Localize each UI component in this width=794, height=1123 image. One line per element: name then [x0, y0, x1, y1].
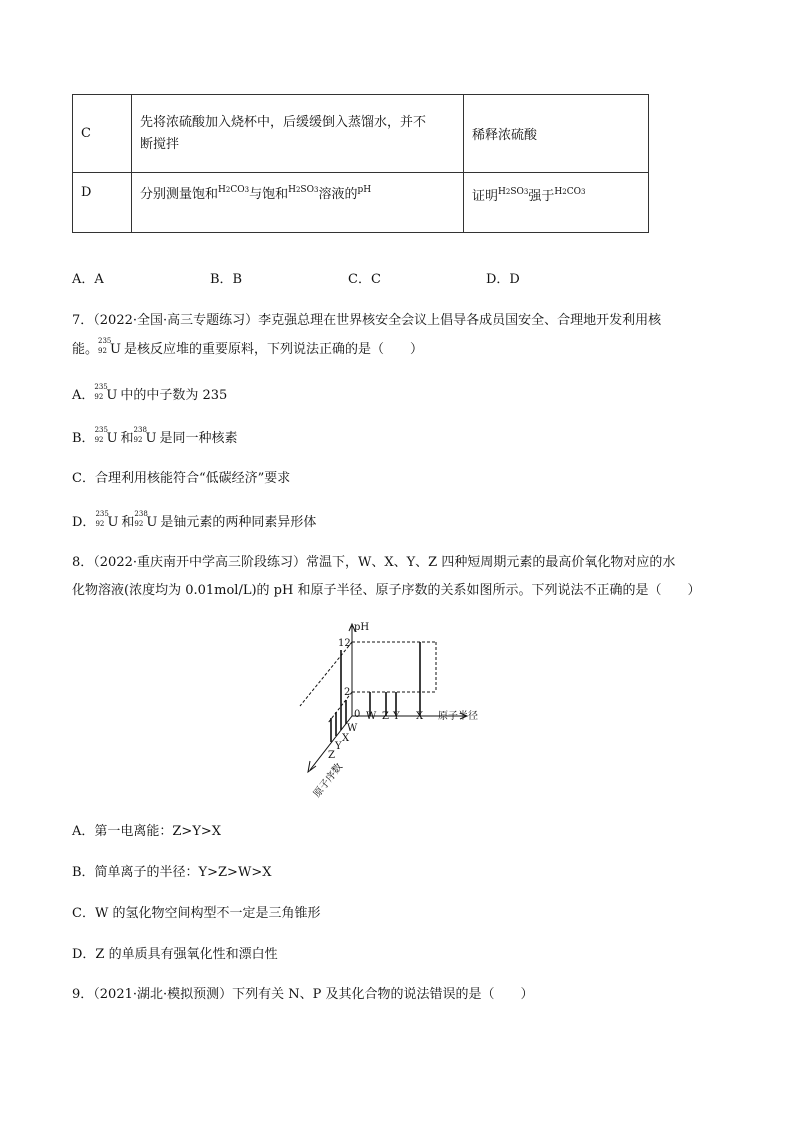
nuclide-u235 [95, 512, 107, 528]
ph-symbol: pH [357, 185, 372, 195]
formula-subscript: 3 [244, 186, 250, 194]
formula-part: SO [510, 187, 524, 197]
table-row [73, 95, 649, 173]
nuclide-u238 [134, 512, 146, 528]
formula-subscript: 3 [580, 188, 586, 196]
element-symbol: U [106, 388, 118, 403]
text: 分别测量饱和 [140, 187, 219, 202]
ph-tick-2: 2 [344, 687, 351, 698]
formula-subscript: 2 [505, 188, 511, 196]
formula-part: CO [230, 185, 245, 195]
formula-part: H [498, 187, 506, 197]
q6-option-d[interactable]: D．D [486, 272, 520, 287]
atomic-number: 92 [94, 436, 104, 444]
q7-option-d[interactable] [72, 512, 316, 532]
q9-stem-line1: 9．（2021·湖北·模拟预测）下列有关 N、P 及其化合物的说法错误的是（ ） [72, 987, 534, 1002]
formula-subscript: 2 [562, 188, 567, 196]
atomic-number: 92 [134, 520, 144, 528]
radius-tick-y: Y [393, 711, 400, 722]
radius-axis-label: 原子半径 [438, 711, 478, 722]
mass-number: 235 [95, 510, 109, 518]
atomic-tick-z: Z [328, 750, 335, 761]
q6-option-b[interactable]: B．B [210, 272, 243, 287]
formula-subscript: 3 [313, 186, 319, 194]
element-symbol: U [145, 431, 157, 446]
option-letter: A． [72, 388, 95, 403]
purpose-cell: 稀释浓硫酸 [464, 95, 649, 173]
q8-option-d[interactable]: D．Z 的单质具有强氧化性和漂白性 [72, 947, 278, 962]
atomic-number: 92 [133, 436, 143, 444]
operation-cell [132, 173, 464, 233]
element-symbol: U [110, 342, 121, 357]
q7-option-a[interactable] [72, 385, 227, 405]
q7-option-c[interactable]: C．合理利用核能符合“低碳经济”要求 [72, 471, 291, 486]
formula-part: H [554, 187, 563, 197]
q6-option-c[interactable]: C．C [348, 272, 381, 287]
formula-part: H [218, 185, 226, 195]
atomic-number: 92 [94, 393, 104, 401]
row-label: C [73, 95, 132, 173]
table-row [73, 173, 649, 233]
option-letter: B． [72, 431, 95, 446]
option-text: 是铀元素的两种同素异形体 [160, 515, 317, 530]
element-symbol: U [146, 515, 158, 530]
q8-option-a[interactable]: A．第一电离能：Z>Y>X [72, 824, 222, 839]
formula [498, 187, 528, 197]
q6-option-a[interactable]: A．A [72, 272, 104, 287]
nuclide-u235 [94, 385, 106, 401]
purpose-cell [464, 173, 649, 233]
text: 与饱和 [249, 187, 289, 202]
option-text: 是同一种核素 [159, 431, 238, 446]
q7-option-b[interactable] [72, 428, 238, 448]
radius-tick-x: X [416, 711, 424, 722]
formula-subscript: 2 [225, 186, 231, 194]
text: 和 [121, 515, 135, 530]
q7-stem-line1: 7．（2022·全国·高三专题练习）李克强总理在世界核安全会议上倡导各成员国安全、合理地开发利用核 [72, 313, 662, 328]
formula [218, 185, 249, 195]
formula [288, 185, 318, 195]
text: 证明 [472, 189, 499, 204]
element-symbol: U [106, 431, 118, 446]
atomic-number-axis-label: 原子序数 [311, 761, 345, 800]
row-label: D [73, 173, 132, 233]
mass-number: 238 [133, 426, 147, 434]
atomic-tick-y: Y [335, 741, 342, 752]
formula-part: H [288, 185, 296, 195]
q8-stem-line1: 8．（2022·重庆南开中学高三阶段练习）常温下，W、X、Y、Z 四种短周期元素的最高价氧化物对应的水 [72, 555, 676, 570]
radius-tick-z: Z [382, 711, 389, 722]
formula-part: CO [566, 187, 581, 197]
text: 溶液的 [318, 187, 358, 202]
operation-cell [132, 95, 464, 173]
ph-axis-label: pH [354, 622, 370, 633]
atomic-number: 92 [95, 520, 105, 528]
q7-stem-line2 [72, 339, 423, 359]
atomic-number-axis-arrow [308, 761, 316, 772]
formula [554, 187, 585, 197]
mass-number: 235 [94, 383, 108, 391]
mass-number: 235 [98, 337, 112, 345]
radius-tick-w: W [366, 711, 377, 722]
formula-part: SO [300, 185, 314, 195]
options-table [72, 94, 649, 233]
text: 是核反应堆的重要原料，下列说法正确的是（ ） [123, 342, 423, 357]
mass-number: 235 [94, 426, 108, 434]
q8-option-c[interactable]: C．W 的氢化物空间构型不一定是三角锥形 [72, 906, 321, 921]
origin-label: 0 [354, 709, 361, 720]
atomic-number: 92 [98, 347, 107, 355]
nuclide-u238 [134, 428, 146, 444]
option-letter: D． [72, 515, 96, 530]
nuclide-u235 [95, 428, 107, 444]
atomic-tick-w: W [347, 723, 358, 734]
q8-option-b[interactable]: B．简单离子的半径：Y>Z>W>X [72, 865, 272, 880]
option-text: 中的中子数为 235 [120, 388, 228, 403]
formula-subscript: 2 [295, 186, 301, 194]
ph-tick-12: 12 [338, 638, 351, 649]
text: 能。 [72, 342, 99, 357]
q8-stem-line2: 化物溶液(浓度均为 0.01mol/L)的 pH 和原子半径、原子序数的关系如图所示。下列说法不正确的是（ ） [72, 583, 701, 598]
operation-line: 断搅拌 [140, 136, 180, 152]
text: 强于 [528, 189, 555, 204]
ph-radius-figure [298, 620, 498, 805]
formula-subscript: 3 [523, 188, 529, 196]
mass-number: 238 [134, 510, 148, 518]
atomic-tick-x: X [342, 733, 350, 744]
operation-line: 先将浓硫酸加入烧杯中，后缓缓倒入蒸馏水，并不 [140, 114, 427, 130]
element-symbol: U [107, 515, 119, 530]
nuclide-u235 [98, 339, 110, 355]
text: 和 [120, 431, 134, 446]
